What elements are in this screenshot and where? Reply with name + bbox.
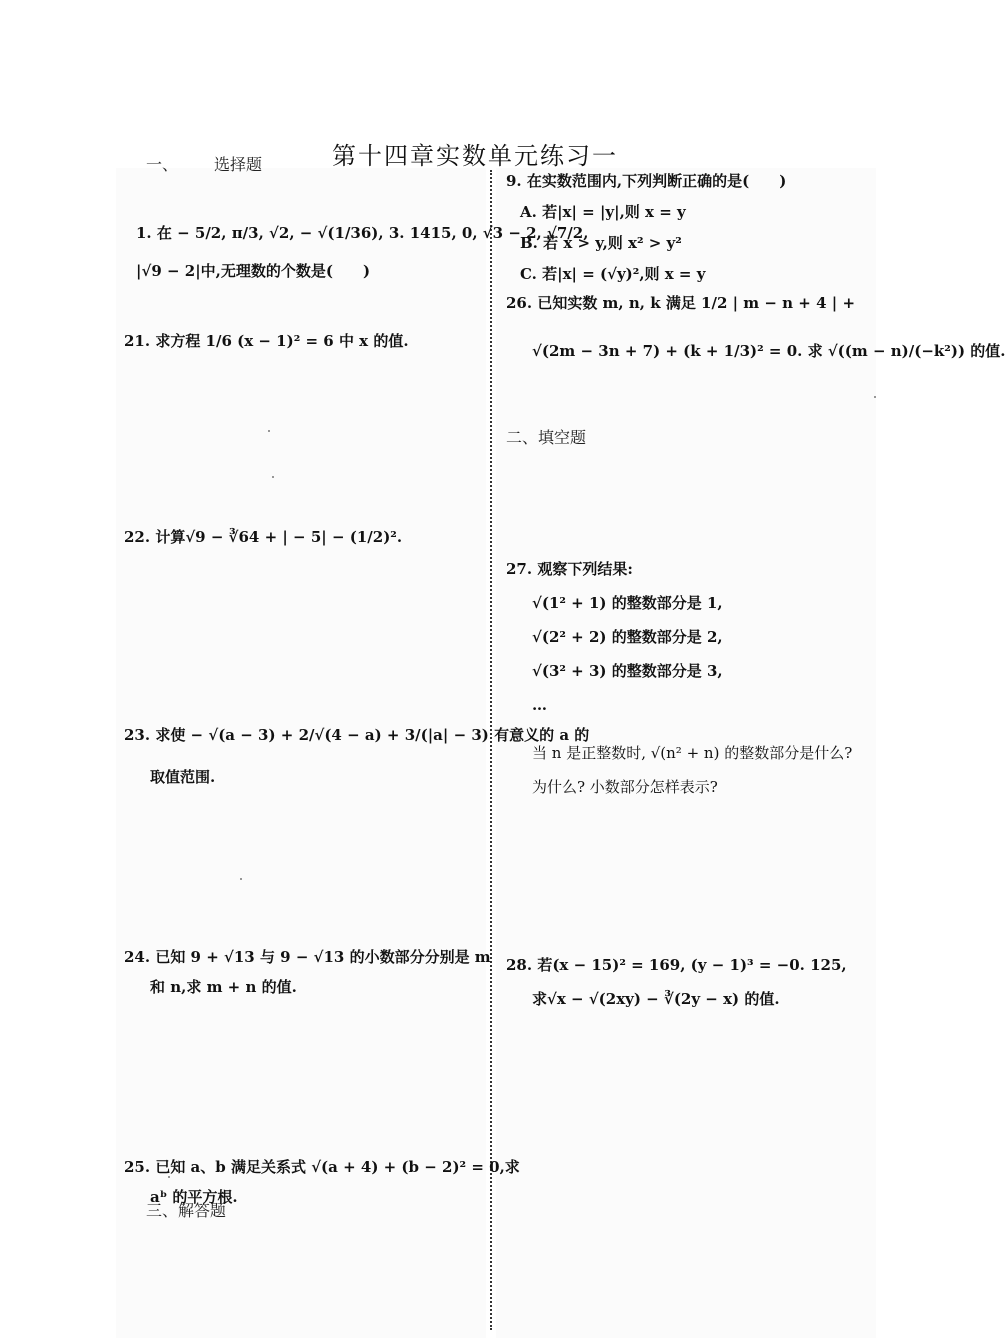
question-line: 1. 在 − 5/2, π/3, √2, − √(1/36), 3. 1415, 0, √3 − 2, √7/2,: [136, 224, 589, 242]
question-line: √(2m − 3n + 7) + (k + 1/3)² = 0. 求 √((m − n)/(−k²)) 的值.: [532, 342, 1006, 360]
observation-row: …: [532, 696, 547, 714]
question-stem: 9. 在实数范围内,下列判断正确的是( ): [506, 172, 787, 190]
question-9: [506, 166, 786, 290]
question-21: [124, 326, 409, 356]
scan-speck: [272, 476, 274, 478]
question-line: 22. 计算√9 − ∛64 + | − 5| − (1/2)².: [124, 528, 403, 546]
question-line: 26. 已知实数 m, n, k 满足 1/2 | m − n + 4 | +: [506, 294, 856, 312]
section-three-heading: [146, 1198, 226, 1221]
option-c: C. 若|x| = (√y)²,则 x = y: [520, 265, 706, 283]
question-line: 24. 已知 9 + √13 与 9 − √13 的小数部分分别是 m: [124, 948, 491, 966]
section-label: 填空题: [538, 428, 587, 447]
question-26: [506, 286, 1006, 368]
question-line: |√9 − 2|中,无理数的个数是( ): [136, 262, 371, 280]
question-line: 和 n,求 m + n 的值.: [150, 978, 297, 996]
observation-row: √(3² + 3) 的整数部分是 3,: [532, 662, 723, 680]
question-27: [506, 552, 852, 804]
scan-speck: [240, 878, 242, 880]
observation-row: √(2² + 2) 的整数部分是 2,: [532, 628, 723, 646]
question-line: 25. 已知 a、b 满足关系式 √(a + 4) + (b − 2)² = 0,求: [124, 1158, 520, 1176]
question-ask: 为什么? 小数部分怎样表示?: [532, 778, 718, 796]
option-a: A. 若|x| = |y|,则 x = y: [520, 203, 686, 221]
observation-row: √(1² + 1) 的整数部分是 1,: [532, 594, 723, 612]
question-line: 取值范围.: [150, 768, 216, 786]
question-line: 23. 求使 − √(a − 3) + 2/√(4 − a) + 3/(|a| − 3) 有意义的 a 的: [124, 726, 590, 744]
question-stem: 27. 观察下列结果:: [506, 560, 633, 578]
section-one-heading: [146, 152, 262, 175]
section-number: 三、: [146, 1201, 179, 1220]
question-line: 21. 求方程 1/6 (x − 1)² = 6 中 x 的值.: [124, 332, 409, 350]
section-number: 一、: [146, 155, 179, 174]
question-28: [506, 948, 847, 1016]
question-line: aᵇ 的平方根.: [150, 1188, 238, 1206]
scan-speck: [168, 1176, 170, 1178]
question-line: 求√x − √(2xy) − ∛(2y − x) 的值.: [532, 990, 780, 1008]
section-number: 二、: [506, 428, 539, 447]
question-line: 28. 若(x − 15)² = 169, (y − 1)³ = −0. 125,: [506, 956, 847, 974]
section-two-heading: [506, 425, 586, 448]
scan-speck: [874, 396, 876, 398]
question-ask: 当 n 是正整数时, √(n² + n) 的整数部分是什么?: [532, 744, 853, 762]
scan-speck: [268, 430, 270, 432]
question-24: [124, 942, 491, 1002]
section-label: 解答题: [178, 1201, 227, 1220]
section-label: 选择题: [214, 155, 263, 174]
question-22: [124, 522, 402, 552]
page-title: 第十四章实数单元练习一: [332, 142, 618, 171]
option-b: B. 若 x > y,则 x² > y²: [520, 234, 682, 252]
